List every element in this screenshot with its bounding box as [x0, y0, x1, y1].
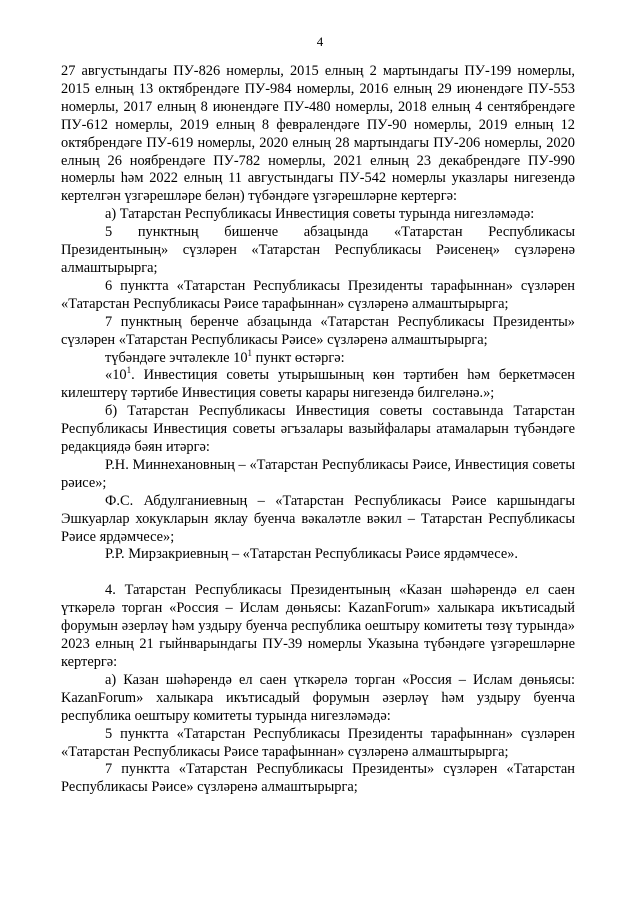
- paragraph-kazanforum-point-5: 5 пунктта «Татарстан Республикасы Президенты тарафыннан» сүзләрен «Татарстан Республикасы Рәисе тарафыннан» сүзләренә алмаштырырга;: [61, 725, 575, 760]
- paragraph-amended-decrees: 27 августындагы ПУ-826 номерлы, 2015 елның 2 мартындагы ПУ-199 номерлы, 2015 елның 13 октябрендәге ПУ-984 номерлы, 2016 елның 29 июнендәге ПУ-553 номерлы, 2017 елның 8 июнендәге ПУ-480 номерлы, 2018 елның 4 сентябрендәге ПУ-612 номерлы, 2019 елның 8 февралендәге ПУ-90 номерлы, 2019 елның 12 октябрендәге ПУ-619 номерлы, 2020 елның 28 мартындагы ПУ-206 номерлы, 2020 елның 26 ноябрендәге ПУ-782 номерлы, 2021 елның 23 декабрендәге ПУ-990 номерлы һәм 2022 елның 11 августындагы ПУ-542 номерлы указлары нигезендә кертелгән үзгәрешләре белән) түбәндәге үзгәрешләрне кертергә:: [61, 63, 575, 205]
- paragraph-item-a-kazanforum: а) Казан шәһәрендә ел саен үткәрелә торган «Россия – Ислам дөньясы: KazanForum» халыкара икътисадый форумын әзерләү һәм уздыру буенча республика оештыру комитеты турында нигезләмәдә:: [61, 671, 575, 724]
- new-point-text-after: . Инвестиция советы утырышының көн тәртибен һәм беркетмәсен килештерү тәртибе Инвестиция советы карары нигезендә билгеләнә.»;: [61, 367, 575, 402]
- superscript: 1: [126, 365, 132, 376]
- paragraph-point-5: 5 пунктның бишенче абзацында «Татарстан Республикасы Президентының» сүзләрен «Татарстан Республикасы Рәисенең» сүзләренә алмаштырырга;: [61, 224, 575, 276]
- paragraph-kazanforum-point-7: 7 пунктта «Татарстан Республикасы Президенты» сүзләрен «Татарстан Республикасы Рәисе» сүзләренә алмаштырырга;: [61, 761, 575, 796]
- page-number: 4: [316, 34, 324, 49]
- new-point-text: «10: [105, 367, 127, 384]
- paragraph-item-b: б) Татарстан Республикасы Инвестиция советы составында Татарстан Республикасы Инвестиция советы әгъзалары вазыйфалары атамаларын түбәндәге редакциядә бәян итәргә:: [61, 403, 575, 456]
- paragraph-item-a: а) Татарстан Республикасы Инвестиция советы турында нигезләмәдә:: [105, 206, 535, 223]
- paragraph-minnikhanov: Р.Н. Миннехановның – «Татарстан Республикасы Рәисе, Инвестиция советы рәисе»;: [61, 456, 575, 491]
- paragraph-section-4: 4. Татарстан Республикасы Президентының «Казан шәһәрендә ел саен үткәрелә торган «Россия – Ислам дөньясы: KazanForum» халыкара икътисадый форумын әзерләү һәм уздыру буенча республика оештыру комитеты төзү турында» 2023 елның 21 гыйнварындагы ПУ-39 номерлы Указына түбәндәге үзгәрешләрне кертергә:: [61, 582, 575, 670]
- paragraph-point-7: 7 пунктның беренче абзацында «Татарстан Республикасы Президенты» сүзләрен «Татарстан Республикасы Рәисе» сүзләренә алмаштырырга;: [61, 313, 575, 348]
- document-body: [61, 63, 575, 797]
- superscript: 1: [247, 347, 253, 358]
- paragraph-abdulganiev: Ф.С. Абдулганиевның – «Татарстан Республикасы Рәисе каршындагы Эшкуарлар хокукларын яклау буенча вәкаләтле вәкил – Татарстан Республикасы Рәисе ярдәмчесе»;: [61, 492, 575, 545]
- add-point-text: түбәндәге эчтәлекле 10: [105, 349, 248, 366]
- paragraph-new-point-text: [61, 367, 575, 403]
- paragraph-point-6: 6 пунктта «Татарстан Республикасы Президенты тарафыннан» сүзләрен «Татарстан Республикасы Рәисе тарафыннан» сүзләренә алмаштырырга;: [61, 277, 575, 312]
- paragraph-mirzakriev: Р.Р. Мирзакриевның – «Татарстан Республикасы Рәисе ярдәмчесе».: [105, 546, 519, 563]
- add-point-text-after: пункт өстәргә:: [252, 349, 345, 366]
- paragraph-add-point: [61, 347, 575, 368]
